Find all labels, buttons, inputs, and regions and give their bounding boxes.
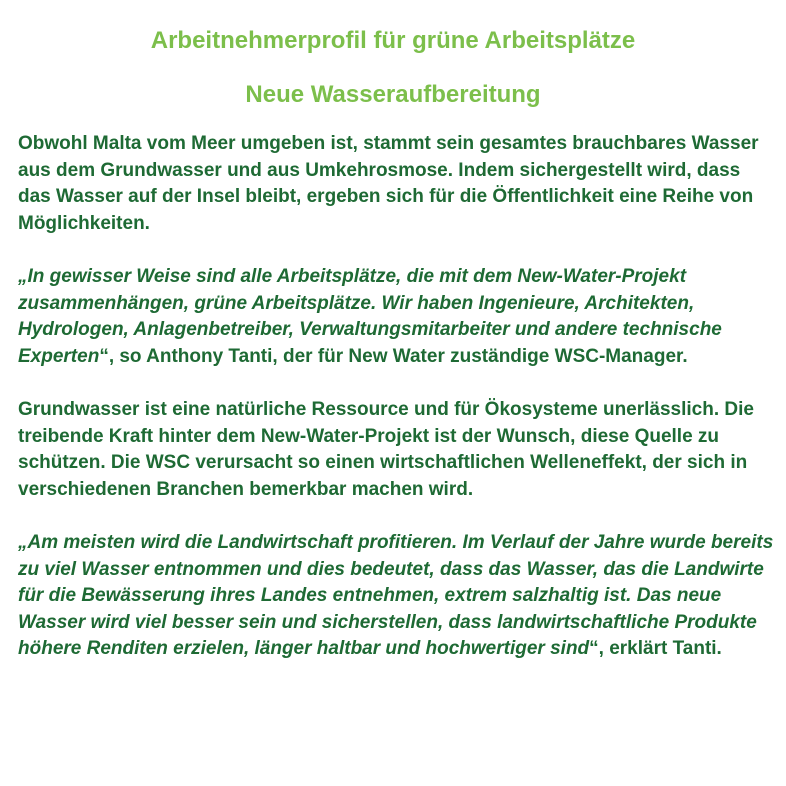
quote-attribution: “, erklärt Tanti. [589,638,722,660]
page-title: Arbeitnehmerprofil für grüne Arbeitsplätze [150,27,636,54]
paragraph-quote-tanti-1 [18,264,778,370]
paragraph-intro: Obwohl Malta vom Meer umgeben ist, stammt sein gesamtes brauchbares Wasser aus dem Grundwasser und aus Umkehrosmose. Indem sichergestellt wird, dass das Wasser auf der Insel bleibt, ergeben sich für die Öffentlichkeit eine Reihe von Möglichkeiten. [18,133,759,234]
paragraph-groundwater: Grundwasser ist eine natürliche Ressource und für Ökosysteme unerlässlich. Die treibende Kraft hinter dem New-Water-Projekt ist der Wunsch, diese Quelle zu schützen. Die WSC verursacht so einen wirtschaftlichen Welleneffekt, der sich in verschiedenen Branchen bemerkbar machen wird. [18,398,754,500]
quote-attribution: “, so Anthony Tanti, der für New Water zuständige WSC-Manager. [99,345,688,367]
quote-text: „Am meisten wird die Landwirtschaft profitieren. Im Verlauf der Jahre wurde bereits zu viel Wasser entnommen und dies bedeutet, dass das Wasser, das die Landwirte für die Bewässerung ihres Landes entnehmen, extrem salzhaltig ist. Das neue Wasser wird viel besser sein und sicherstellen, dass landwirtschaftliche Produkte höhere Renditen erzielen, länger haltbar und hochwertiger sind [18,531,774,660]
quote-text: „In gewisser Weise sind alle Arbeitsplätze, die mit dem New-Water-Projekt zusammenhängen, grüne Arbeitsplätze. Wir haben Ingenieure, Architekten, Hydrologen, Anlagenbetreiber, Verwaltungsmitarbeiter und andere technische Experten [18,265,722,367]
article-body [18,131,778,663]
paragraph-quote-tanti-2 [18,530,778,663]
page-subtitle: Neue Wasseraufbereitung [245,81,541,108]
